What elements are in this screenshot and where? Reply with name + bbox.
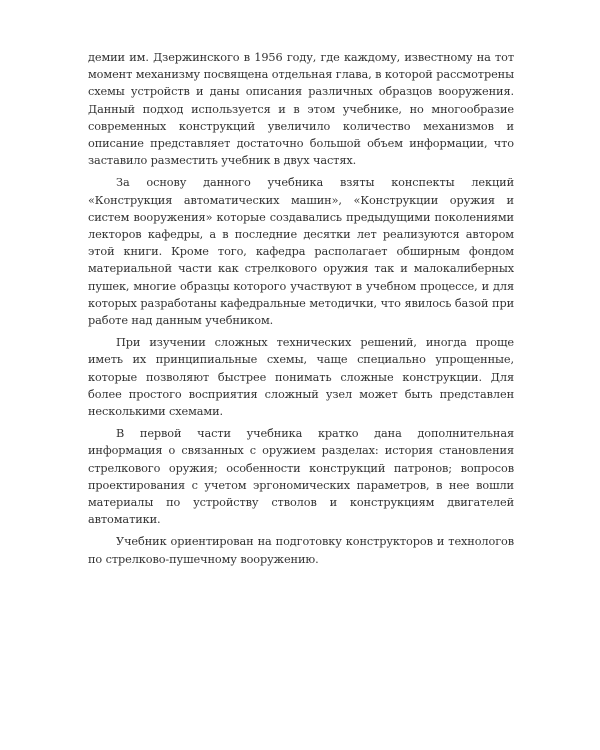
paragraph-lecture-basis: За основу данного учебника взяты конспекты лекций «Конструкция автоматических машин», «Конструкции оружия и систем вооружения» которые создавались предыдущими поколениями лекторов кафедры, а в последние десятки лет реализуются автором этой книги. Кроме того, кафедра располагает обширным фондом материальной части как стрелкового оружия так и малокалиберных пушек, многие образцы которого участвуют в учебном процессе, и для которых разработаны кафедральные методички, что явилось базой при работе над данным учебником. xyxy=(88,176,514,328)
paragraph-audience: Учебник ориентирован на подготовку конструкторов и технологов по стрелково-пушечному вооружению. xyxy=(88,535,514,566)
paragraph-schemes: При изучении сложных технических решений, иногда проще иметь их принципиальные схемы, чаще специально упрощенные, которые позволяют быстрее понимать сложные конструкции. Для более простого восприятия сложный узел может быть представлен несколькими схемами. xyxy=(88,336,514,419)
paragraph-first-part: В первой части учебника кратко дана дополнительная информация о связанных с оружием разделах: история становления стрелкового оружия; особенности конструкций патронов; вопросов проектирования с учетом эргономических параметров, в нее вошли материалы по устройству стволов и конструкциям двигателей автоматики. xyxy=(88,427,514,527)
paragraph-continuation: демии им. Дзержинского в 1956 году, где каждому, известному на тот момент механизму посвящена отдельная глава, в которой рассмотрены схемы устройств и даны описания различных образцов вооружения. Данный подход используется и в этом учебнике, но многообразие современных конструкций увеличило количество механизмов и описание представляет достаточно большой объем информации, что заставило разместить учебник в двух частях. xyxy=(88,51,514,168)
body-text xyxy=(88,49,514,568)
